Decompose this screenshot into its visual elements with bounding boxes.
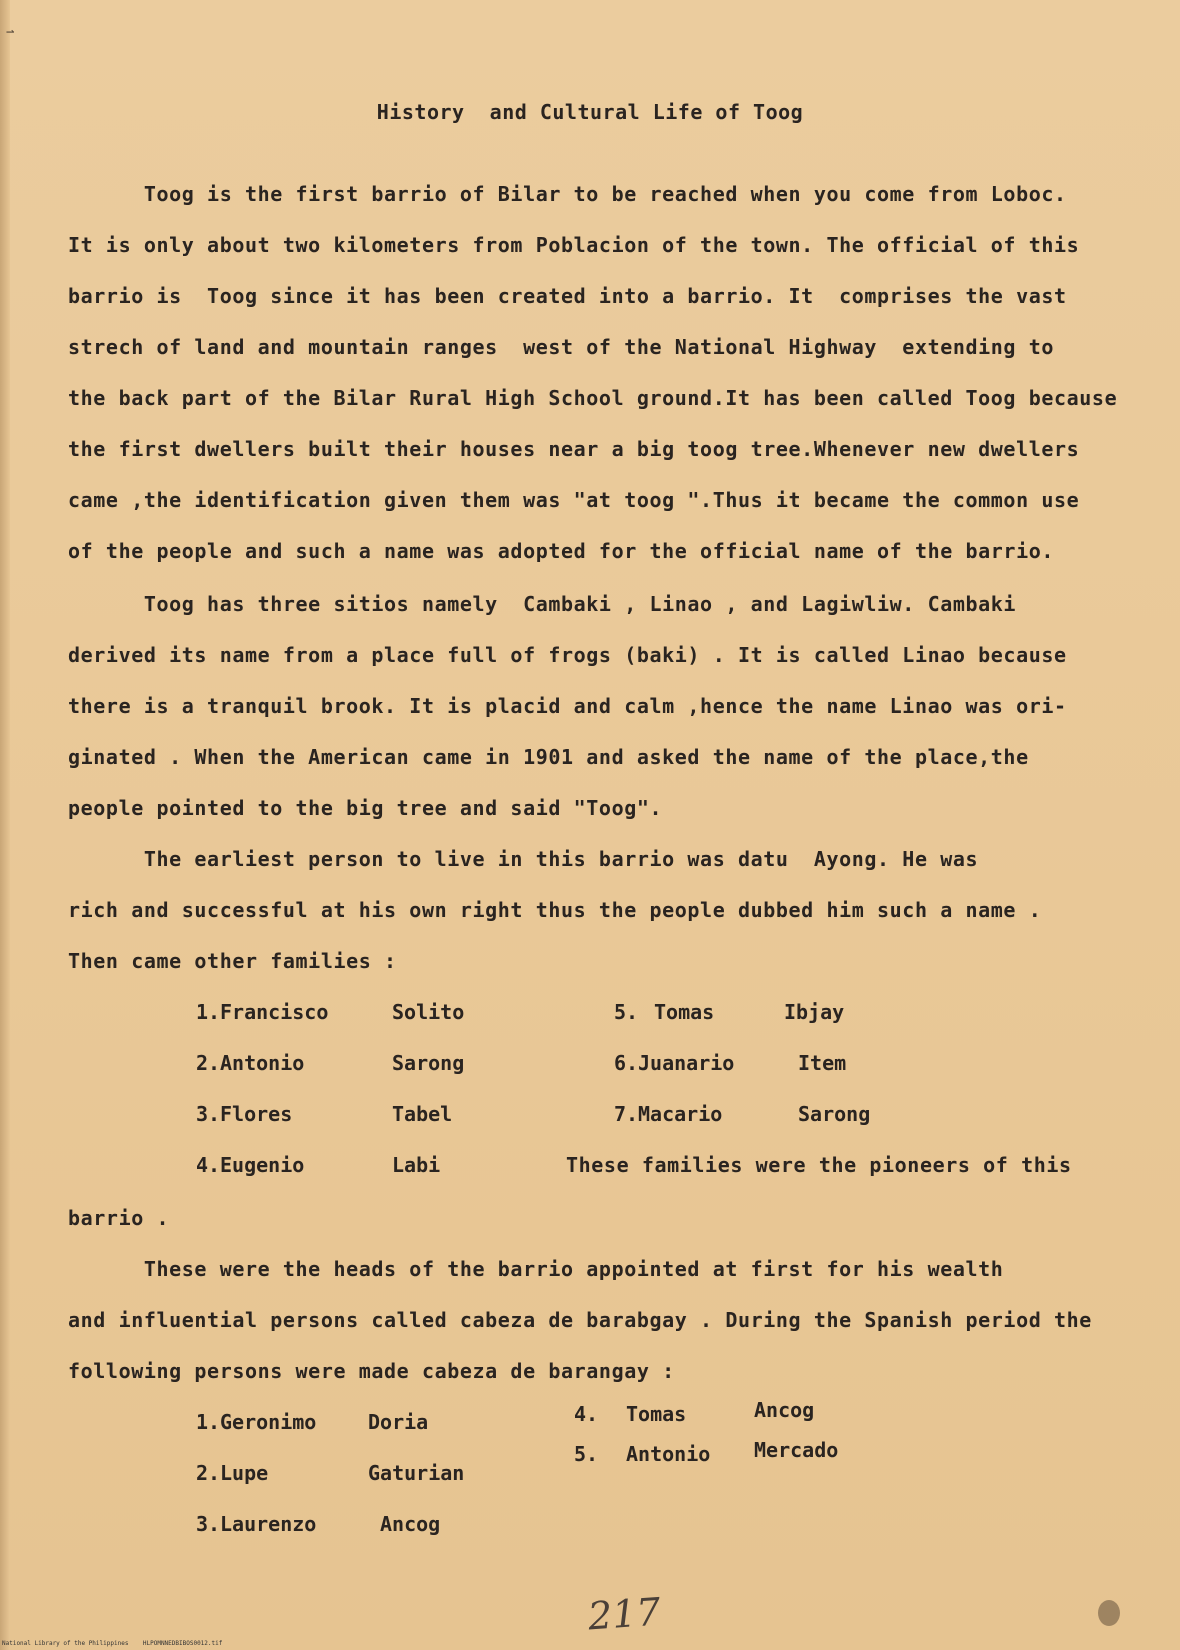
paragraph-line: came ,the identification given them was "at toog ".Thus it became the common use bbox=[68, 488, 1080, 512]
paragraph-line: ginated . When the American came in 1901 and asked the name of the place,the bbox=[68, 745, 1029, 769]
pioneers-text-end: barrio . bbox=[68, 1206, 170, 1230]
paragraph-line: It is only about two kilometers from Poblacion of the town. The official of this bbox=[68, 233, 1080, 257]
family-number: 6. bbox=[614, 1051, 639, 1075]
family-first-name: Tomas bbox=[654, 1000, 715, 1024]
family-number: 1. bbox=[196, 1000, 221, 1024]
paragraph-line: derived its name from a place full of frogs (baki) . It is called Linao because bbox=[68, 643, 1067, 667]
family-number: 4. bbox=[196, 1153, 221, 1177]
paragraph-line: rich and successful at his own right thus the people dubbed him such a name . bbox=[68, 898, 1042, 922]
family-number: 3. bbox=[196, 1102, 221, 1126]
cabeza-first-name: Antonio bbox=[626, 1442, 711, 1466]
cabeza-last-name: Mercado bbox=[754, 1438, 839, 1462]
page-edge bbox=[0, 0, 10, 1650]
family-last-name: Solito bbox=[392, 1000, 465, 1024]
paragraph-line: Toog has three sitios namely Cambaki , Linao , and Lagiwliw. Cambaki bbox=[68, 592, 1017, 616]
family-number: 2. bbox=[196, 1051, 221, 1075]
cabeza-last-name: Doria bbox=[368, 1410, 429, 1434]
cabeza-last-name: Gaturian bbox=[368, 1461, 465, 1485]
family-last-name: Tabel bbox=[392, 1102, 453, 1126]
family-last-name: Ibjay bbox=[784, 1000, 845, 1024]
family-first-name: Juanario bbox=[638, 1051, 735, 1075]
cabeza-first-name: Tomas bbox=[626, 1402, 687, 1426]
paragraph-line: Toog is the first barrio of Bilar to be reached when you come from Loboc. bbox=[68, 182, 1067, 206]
family-last-name: Sarong bbox=[798, 1102, 871, 1126]
paragraph-line: barrio is Toog since it has been created into a barrio. It comprises the vast bbox=[68, 284, 1067, 308]
paragraph-line: These were the heads of the barrio appointed at first for his wealth bbox=[68, 1257, 1004, 1281]
page-number: 217 bbox=[586, 1589, 662, 1639]
cabeza-first-name: Laurenzo bbox=[220, 1512, 317, 1536]
cabeza-first-name: Geronimo bbox=[220, 1410, 317, 1434]
cabeza-last-name: Ancog bbox=[754, 1398, 815, 1422]
archive-footer: National Library of the Philippines HLPOMNNEDBIBOS0012.tif bbox=[2, 1640, 223, 1647]
cabeza-number: 5. bbox=[574, 1442, 599, 1466]
paragraph-line: of the people and such a name was adopted for the official name of the barrio. bbox=[68, 539, 1054, 563]
cabeza-number: 1. bbox=[196, 1410, 221, 1434]
cabeza-number: 2. bbox=[196, 1461, 221, 1485]
margin-mark: ⇀ bbox=[6, 24, 15, 40]
document-title: History and Cultural Life of Toog bbox=[376, 100, 804, 124]
family-first-name: Francisco bbox=[220, 1000, 329, 1024]
cabeza-first-name: Lupe bbox=[220, 1461, 269, 1485]
family-last-name: Item bbox=[798, 1051, 847, 1075]
cabeza-last-name: Ancog bbox=[380, 1512, 441, 1536]
family-first-name: Macario bbox=[638, 1102, 723, 1126]
ink-smudge bbox=[1098, 1600, 1120, 1626]
paragraph-line: the first dwellers built their houses near a big toog tree.Whenever new dwellers bbox=[68, 437, 1080, 461]
paragraph-line: following persons were made cabeza de barangay : bbox=[68, 1359, 675, 1383]
paragraph-line: Then came other families : bbox=[68, 949, 397, 973]
family-last-name: Sarong bbox=[392, 1051, 465, 1075]
family-last-name: Labi bbox=[392, 1153, 441, 1177]
cabeza-number: 3. bbox=[196, 1512, 221, 1536]
family-first-name: Antonio bbox=[220, 1051, 305, 1075]
cabeza-number: 4. bbox=[574, 1402, 599, 1426]
family-number: 5. bbox=[614, 1000, 639, 1024]
paragraph-line: people pointed to the big tree and said "Toog". bbox=[68, 796, 663, 820]
paragraph-line: there is a tranquil brook. It is placid and calm ,hence the name Linao was ori- bbox=[68, 694, 1067, 718]
paragraph-line: strech of land and mountain ranges west of the National Highway extending to bbox=[68, 335, 1054, 359]
paragraph-line: the back part of the Bilar Rural High School ground.It has been called Toog because bbox=[68, 386, 1118, 410]
family-number: 7. bbox=[614, 1102, 639, 1126]
family-first-name: Eugenio bbox=[220, 1153, 305, 1177]
pioneers-text: These families were the pioneers of this bbox=[566, 1153, 1072, 1177]
family-first-name: Flores bbox=[220, 1102, 293, 1126]
paragraph-line: and influential persons called cabeza de barabgay . During the Spanish period the bbox=[68, 1308, 1092, 1332]
paragraph-line: The earliest person to live in this barrio was datu Ayong. He was bbox=[68, 847, 979, 871]
